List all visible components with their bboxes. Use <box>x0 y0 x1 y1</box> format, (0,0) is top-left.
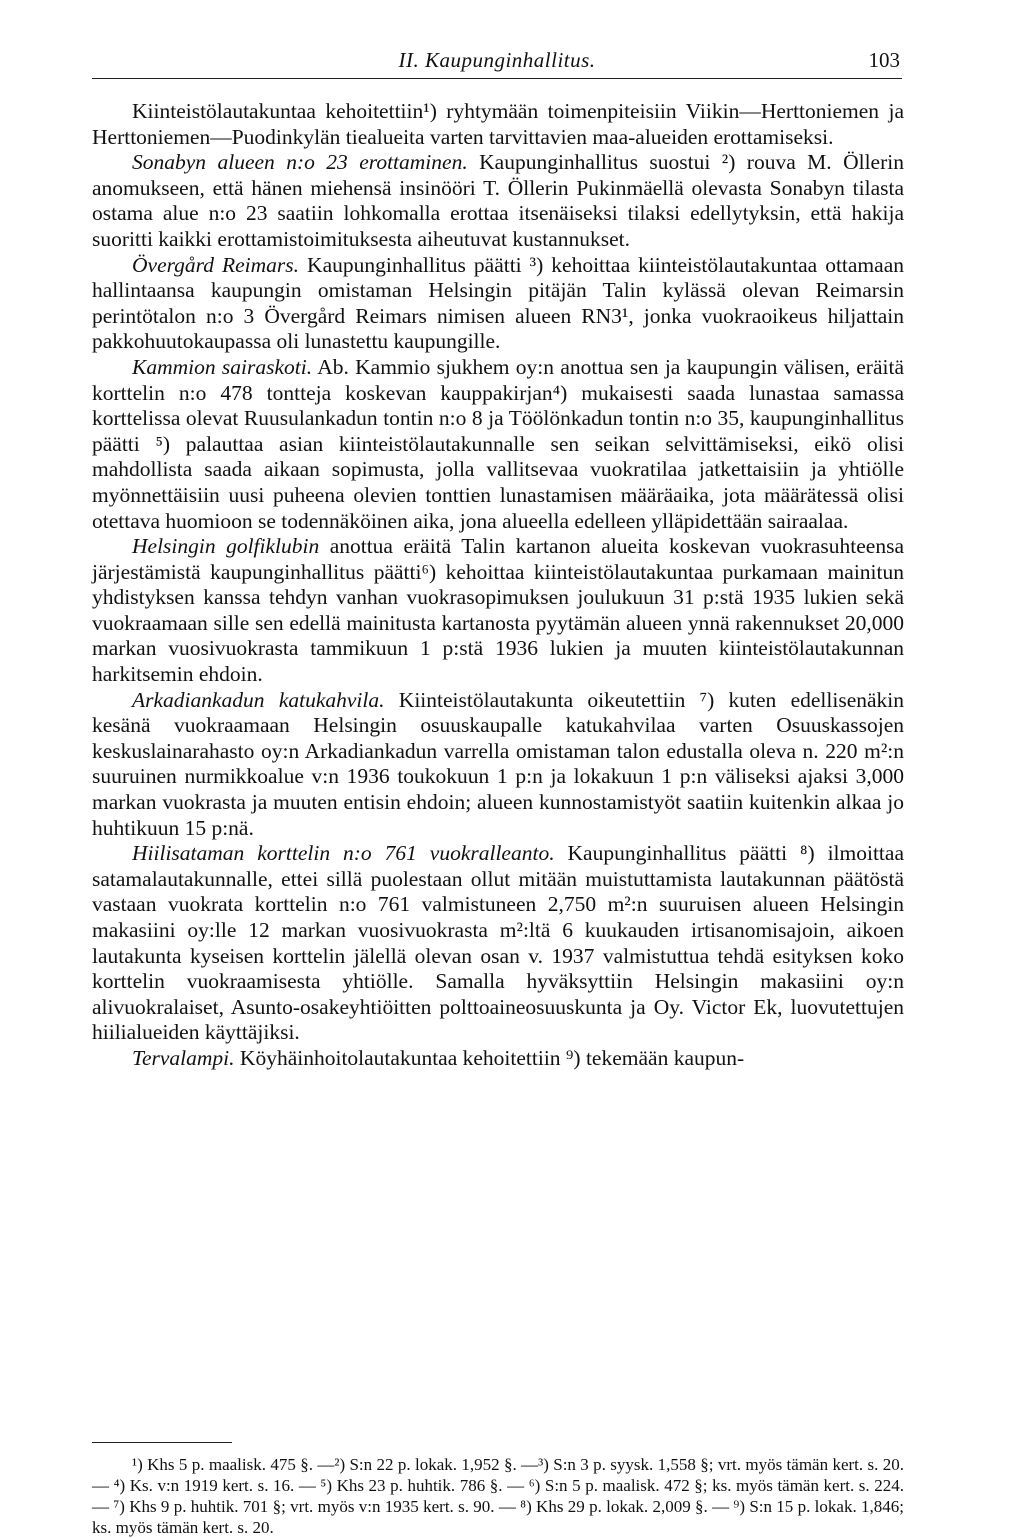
paragraph-lead: Sonabyn alueen n:o 23 erottaminen. <box>132 150 468 175</box>
paragraph-text: Kaupunginhallitus suostui ²) rouva M. Öllerin anomukseen, että hänen miehensä insinööri T. Öllerin Pukinmäellä olevasta Sonabyn tilasta ostama alue n:o 23 saatiin lohkomalla erottaa itsenäiseksi tilaksi edellytyksin, että hakija suoritti kaikki erottamistoimituksesta aiheutuvat kustannukset. <box>92 150 904 251</box>
paragraph <box>92 1046 904 1072</box>
paragraph <box>92 841 904 1046</box>
paragraph <box>92 99 904 150</box>
paragraph <box>92 688 904 842</box>
paragraph-text: Ab. Kammio sjukhem oy:n anottua sen ja kaupungin välisen, eräitä korttelin n:o 478 tontteja koskevan kauppakirjan⁴) mukaisesti saada lunastaa samassa korttelissa olevat Ruusulankadun tontin n:o 8 ja Töölönkadun tontin n:o 35, kaupunginhallitus päätti ⁵) palauttaa asian kiinteistölautakunnalle sen seikan selvittämiseksi, eikö olisi mahdollista saada aikaan sopimusta, jolla vallitsevaa vuokratilaa jatkettaisiin ja yhtiölle myönnettäisiin uusi puheena olevien tonttien lunastamisen määräaika, jota määrätessä olisi otettava huomioon se todennäköinen aika, jona alueella edelleen ylläpidettään sairaalaa. <box>92 354 904 533</box>
paragraph <box>92 534 904 688</box>
paragraph-lead: Övergård Reimars. <box>132 252 300 277</box>
running-header <box>92 44 902 79</box>
running-title: II. Kaupunginhallitus. <box>398 48 596 72</box>
paragraph <box>92 253 904 355</box>
paragraph-text: Köyhäinhoitolautakuntaa kehoitettiin ⁹) tekemään kaupun- <box>234 1045 745 1070</box>
paragraph-text: Kaupunginhallitus päätti ⁸) ilmoittaa satamalautakunnalle, ettei sillä puolestaan ollut mitään muistuttamista lautakunnan päätöstä vastaan vuokrata korttelin n:o 761 valmistuneen 2,750 m²:n suuruisen alueen Helsingin makasiini oy:lle 12 markan vuosivuokrasta m²:ltä 6 kuukauden irtisanomisajoin, aikoen lautakunta kyseisen korttelin jälellä olevan osan v. 1937 valmistuttua tehdä esityksen koko korttelin vuokraamisesta yhtiölle. Samalla hyväksyttiin Helsingin makasiini oy:n alivuokralaiset, Asunto-osakeyhtiöitten polttoaineosuuskunta ja Oy. Victor Ek, luovutettujen hiilialueiden käyttäjiksi. <box>92 841 904 1045</box>
page-number: 103 <box>868 48 900 72</box>
paragraph-text: Kaupunginhallitus päätti ³) kehoittaa kiinteistölautakuntaa ottamaan hallintaansa kaupungin omistaman Helsingin pitäjän Talin kylässä olevan Reimarsin perintötalon n:o 3 Övergård Reimars nimisen alueen RN3¹, jonka vuokraoikeus hiljattain pakkohuutokaupassa oli lunastettu kaupungille. <box>92 252 904 354</box>
paragraph-lead: Arkadiankadun katukahvila. <box>132 687 385 712</box>
paragraph <box>92 150 904 252</box>
paragraph-lead: Tervalampi. <box>132 1045 235 1070</box>
footnote-text: ¹) Khs 5 p. maalisk. 475 §. —²) S:n 22 p. lokak. 1,952 §. —³) S:n 3 p. syysk. 1,558 §; vrt. myös tämän kert. s. 20. — ⁴) Ks. v:n 1919 kert. s. 16. — ⁵) Khs 23 p. huhtik. 786 §. — ⁶) S:n 5 p. maalisk. 472 §; ks. myös tämän kert. s. 224. — ⁷) Khs 9 p. huhtik. 701 §; vrt. myös v:n 1935 kert. s. 90. — ⁸) Khs 29 p. lokak. 2,009 §. — ⁹) S:n 15 p. lokak. 1,846; ks. myös tämän kert. s. 20. <box>92 1455 904 1537</box>
paragraph-lead: Hiilisataman korttelin n:o 761 vuokralleanto. <box>132 841 555 866</box>
paragraph-text: Kiinteistölautakunta oikeutettiin ⁷) kuten edellisenäkin kesänä vuokraamaan Helsingin osuuskaupalle katukahvilaa varten Osuuskassojen keskuslainarahasto oy:n Arkadiankadun varrella omistaman talon edustalla oleva n. 220 m²:n suuruinen nurmikkoalue v:n 1936 toukokuun 1 p:n ja lokakuun 1 p:n väliseksi ajaksi 3,000 markan vuokrasta ja muuten entisin ehdoin; alueen kunnostamistyöt saatiin kuitenkin alkaa jo huhtikuun 15 p:nä. <box>92 687 904 840</box>
paragraph-text: Kiinteistölautakuntaa kehoitettiin¹) ryhtymään toimenpiteisiin Viikin—Herttoniemen ja Herttoniemen—Puodinkylän tiealueita varten tarvittavien maa-alueiden erottamiseksi. <box>92 99 904 149</box>
footnote-divider <box>92 1442 232 1443</box>
body-text <box>92 99 904 1072</box>
paragraph <box>92 355 904 534</box>
paragraph-lead: Kammion sairaskoti. <box>132 354 313 379</box>
paragraph-text: anottua eräitä Talin kartanon alueita koskevan vuokrasuhteensa järjestämistä kaupunginhallitus päätti⁶) kehoittaa kiinteistölautakuntaa purkamaan mainitun yhdistyksen kanssa tehdyn vanhan vuokrasopimuksen joulukuun 31 p:stä 1935 lukien sekä vuokraamaan sille sen edellä mainitusta kartanosta pyytämän alueen ynnä rakennukset 20,000 markan vuosivuokrasta tammikuun 1 p:stä 1936 lukien ja muuten kiinteistölautakunnan harkitsemin ehdoin. <box>92 534 904 687</box>
footnotes <box>92 1454 904 1538</box>
paragraph-lead: Helsingin golfiklubin <box>132 534 320 559</box>
